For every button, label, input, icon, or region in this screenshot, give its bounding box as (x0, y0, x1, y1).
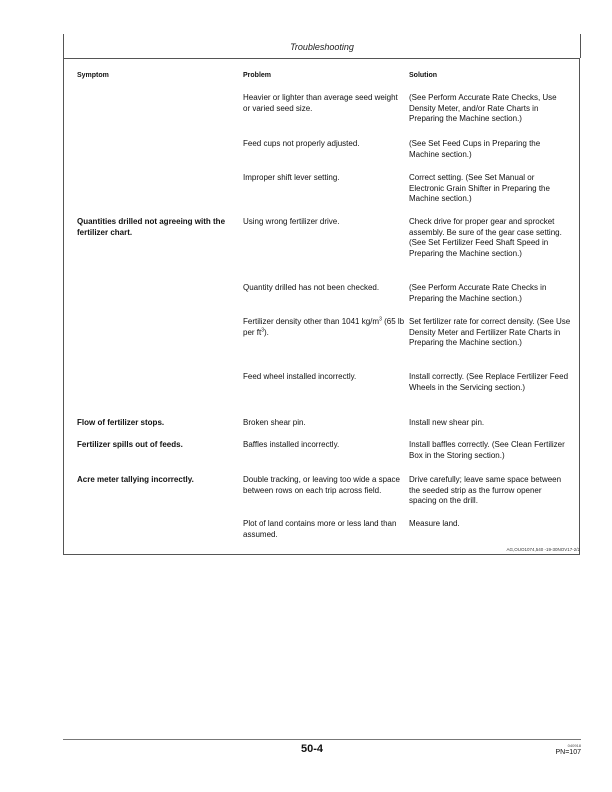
problem-text-part: (65 lb per ft (243, 317, 405, 337)
solution-column-header: Solution (409, 72, 437, 79)
problem-cell: Using wrong fertilizer drive. (243, 217, 340, 226)
problem-cell: Feed wheel installed incorrectly. (243, 372, 357, 381)
problem-cell: Plot of land contains more or less land than assumed. (243, 519, 397, 539)
symptom-cell: Fertilizer spills out of feeds. (77, 440, 183, 449)
symptom-cell: Acre meter tallying incorrectly. (77, 475, 194, 484)
solution-cell: Check drive for proper gear and sprocket assembly. Be sure of the gear case setting. (See Set Fertilizer Feed Shaft Speed in Preparing the Machine section.) (409, 217, 562, 258)
footer-pn: PN=107 (555, 749, 581, 756)
solution-cell: Drive carefully; leave same space between the seeded strip as the furrow opener spacing on the drill. (409, 475, 562, 505)
solution-cell: Install baffles correctly. (See Clean Fertilizer Box in the Storing section.) (409, 440, 565, 460)
problem-cell (243, 317, 405, 338)
problem-cell: Feed cups not properly adjusted. (243, 139, 360, 148)
symptom-column-header: Symptom (77, 72, 109, 79)
symptom-cell: Quantities drilled not agreeing with the fertilizer chart. (77, 217, 226, 237)
symptom-cell: Flow of fertilizer stops. (77, 418, 165, 427)
solution-cell: (See Perform Accurate Rate Checks, Use Density Meter, and/or Rate Charts in Preparing the Machine section.) (409, 93, 557, 123)
solution-cell: Measure land. (409, 519, 460, 528)
problem-cell: Baffles installed incorrectly. (243, 440, 340, 449)
solution-cell: (See Set Feed Cups in Preparing the Machine section.) (409, 139, 541, 159)
section-title: Troubleshooting (290, 42, 354, 52)
problem-text-part: ). (264, 327, 269, 337)
solution-cell: (See Perform Accurate Rate Checks in Preparing the Machine section.) (409, 283, 547, 303)
problem-cell: Heavier or lighter than average seed weight or varied seed size. (243, 93, 398, 113)
problem-cell: Broken shear pin. (243, 418, 306, 427)
solution-cell: Install correctly. (See Replace Fertilizer Feed Wheels in the Servicing section.) (409, 372, 569, 392)
solution-cell: Correct setting. (See Set Manual or Electronic Grain Shifter in Preparing the Machine section.) (409, 173, 550, 203)
superscript-three: 3 (379, 316, 382, 323)
problem-cell: Double tracking, or leaving too wide a space between rows on each trip across field. (243, 475, 400, 495)
problem-cell: Improper shift lever setting. (243, 173, 340, 182)
page-number: 50-4 (300, 743, 324, 755)
solution-cell: Set fertilizer rate for correct density. (See Use Density Meter and Fertilizer Rate Charts in Preparing the Machine section.) (409, 317, 571, 347)
solution-cell: Install new shear pin. (409, 418, 485, 427)
reference-code: AG,OUO1074,540 -19-30NOV17-2/2 (506, 547, 580, 552)
footer-code: 040918 (567, 743, 581, 748)
superscript-three: 3 (261, 326, 265, 333)
footer-rule (63, 739, 581, 740)
problem-column-header: Problem (243, 72, 272, 79)
problem-cell: Quantity drilled has not been checked. (243, 283, 380, 292)
problem-text-part: Fertilizer density other than 1041 kg/m (243, 317, 380, 326)
